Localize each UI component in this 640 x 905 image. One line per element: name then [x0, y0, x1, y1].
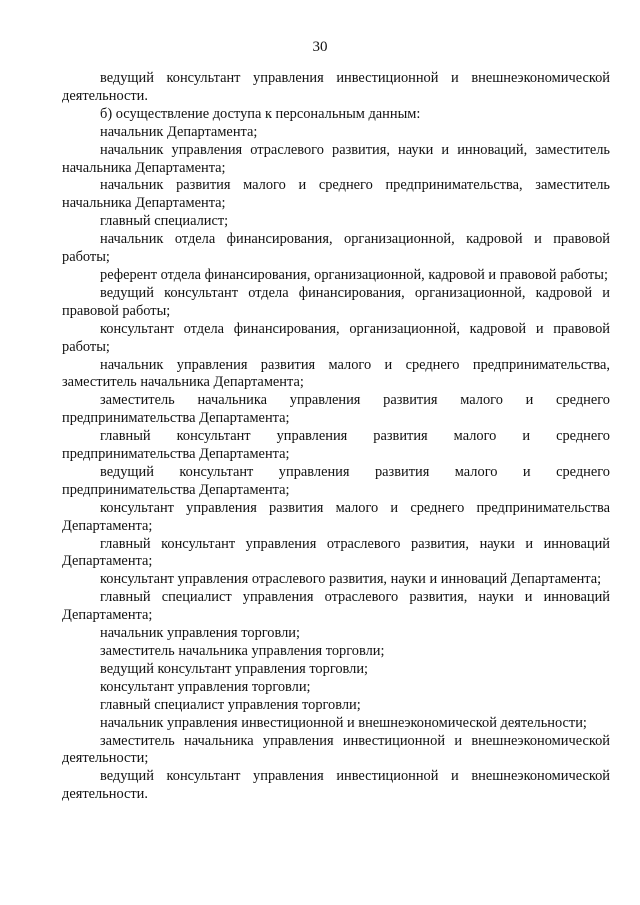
paragraph: ведущий консультант управления развития малого и среднего предпринимательства Департамента;: [62, 463, 610, 498]
page-number: 30: [312, 39, 328, 55]
paragraph: ведущий консультант управления торговли;: [100, 660, 369, 677]
paragraph: заместитель начальника управления развития малого и среднего предпринимательства Департамента;: [62, 392, 610, 427]
paragraph: главный консультант управления отраслевого развития, науки и инноваций Департамента;: [62, 535, 610, 570]
paragraph: главный специалист;: [100, 213, 229, 230]
paragraph: начальник управления развития малого и среднего предпринимательства, заместитель начальника Департамента;: [62, 356, 610, 391]
paragraph: начальник отдела финансирования, организационной, кадровой и правовой работы;: [62, 231, 610, 266]
paragraph: начальник развития малого и среднего предпринимательства, заместитель начальника Департамента;: [62, 177, 610, 212]
paragraph: б) осуществление доступа к персональным данным:: [100, 105, 421, 122]
paragraph: главный специалист управления отраслевого развития, науки и инноваций Департамента;: [62, 589, 610, 624]
paragraph: консультант управления торговли;: [100, 678, 311, 695]
paragraph: начальник управления отраслевого развития, науки и инноваций, заместитель начальника Департамента;: [62, 141, 610, 176]
paragraph: консультант управления развития малого и среднего предпринимательства Департамента;: [62, 499, 610, 534]
paragraph: главный специалист управления торговли;: [100, 696, 361, 713]
paragraph: заместитель начальника управления торговли;: [100, 643, 385, 659]
paragraph: начальник Департамента;: [100, 123, 258, 140]
paragraph: ведущий консультант управления инвестиционной и внешнеэкономической деятельности.: [62, 768, 610, 803]
paragraph: ведущий консультант управления инвестиционной и внешнеэкономической деятельности.: [62, 70, 610, 104]
paragraph: начальник управления торговли;: [100, 625, 300, 642]
paragraph: ведущий консультант отдела финансирования, организационной, кадровой и правовой работы;: [62, 284, 610, 319]
paragraph: консультант управления отраслевого развития, науки и инноваций Департамента;: [100, 571, 602, 588]
paragraph: главный консультант управления развития малого и среднего предпринимательства Департамента;: [62, 428, 610, 463]
paragraph: заместитель начальника управления инвестиционной и внешнеэкономической деятельности;: [62, 732, 610, 767]
document-body: [62, 70, 610, 804]
paragraph: референт отдела финансирования, организационной, кадровой и правовой работы;: [100, 266, 608, 283]
paragraph: начальник управления инвестиционной и внешнеэкономической деятельности;: [100, 714, 587, 731]
paragraph: консультант отдела финансирования, организационной, кадровой и правовой работы;: [62, 320, 610, 355]
